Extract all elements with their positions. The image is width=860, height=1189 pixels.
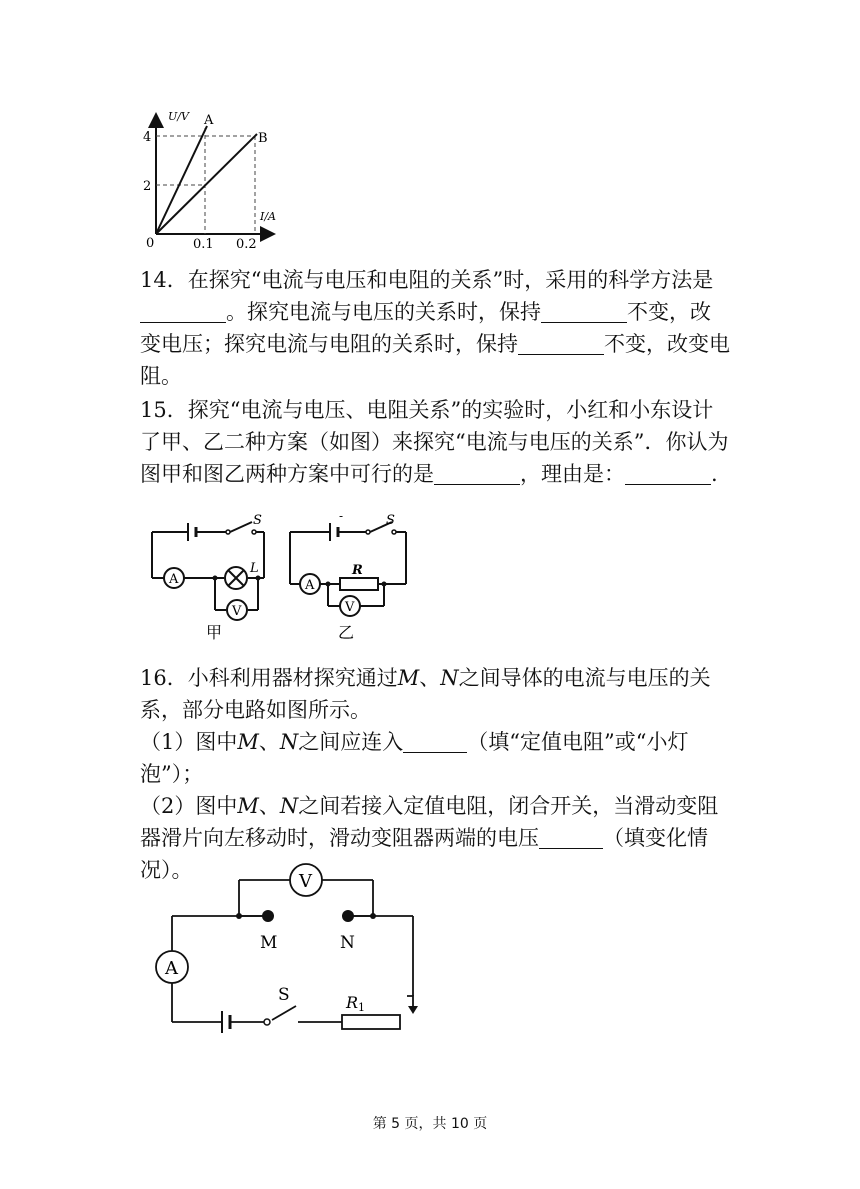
line-a-label: A [204, 113, 214, 128]
q16-part1-a: （1）图中 [140, 730, 238, 754]
q16-part1-m: M [237, 730, 259, 754]
q15-answer-blank-1[interactable] [434, 464, 520, 485]
y-axis-label: U/V [168, 110, 189, 123]
q14-text-3: 不变，改变电压；探究电流与电阻的关系时，保持 [140, 300, 711, 356]
q16-part1-c: （填“定值电阻”或“小灯泡”）； [140, 730, 689, 786]
q15-text-3: . [711, 462, 718, 486]
question-14 [140, 264, 730, 392]
switch-label: S [253, 513, 262, 528]
rheostat-icon [342, 1015, 400, 1029]
q16-part1-b: 之间应连入 [298, 730, 404, 754]
junction-dot [382, 582, 387, 587]
q16-part2-sep: 、 [258, 794, 280, 818]
q16-sep: 、 [419, 666, 441, 690]
q16-part2-b: 之间若接入定值电阻，闭合开关，当滑动变阻器滑片向左移动时，滑动变阻器两端的电压 [140, 794, 719, 850]
q14-text-1: 14．在探究“电流与电压和电阻的关系”时，采用的科学方法是 [140, 268, 714, 292]
ammeter-label: A [165, 958, 178, 979]
line-b-label: B [258, 131, 268, 146]
battery-minus: - [339, 510, 344, 523]
switch-lever [272, 1006, 296, 1020]
x-axis-label: I/A [260, 210, 276, 223]
resistor-label: R [352, 563, 363, 578]
circuit-yi [282, 510, 414, 642]
junction-dot [213, 576, 218, 581]
q16-part1-n: N [279, 730, 299, 754]
terminal-m [262, 910, 274, 922]
ammeter-label: A [169, 572, 179, 587]
question-15 [140, 394, 730, 490]
junction-dot [256, 576, 261, 581]
q16-answer-blank-1[interactable] [403, 732, 467, 753]
x-tick-0-2: 0.2 [236, 237, 257, 250]
q16-part2-a: （2）图中 [140, 794, 238, 818]
voltmeter-label: V [345, 600, 355, 615]
u-i-graph [140, 108, 280, 250]
voltmeter-label: V [299, 871, 312, 892]
terminal-n [342, 910, 354, 922]
page-footer: 第 5 页，共 10 页 [372, 1116, 488, 1132]
switch-label: S [278, 985, 290, 1005]
q16-part2-m: M [237, 794, 259, 818]
question-16 [140, 662, 730, 886]
line-b [156, 134, 257, 234]
q16-part2-c: （填变化情况）。 [140, 826, 708, 882]
q14-text-2: 。探究电流与电压的关系时，保持 [226, 300, 541, 324]
q16-n: N [440, 666, 459, 690]
q15-text-1: 15．探究“电流与电压、电阻关系”的实验时，小红和小东设计了甲、乙二种方案（如图）来探究“电流与电压的关系”．你认为图甲和图乙两种方案中可行的是 [140, 398, 729, 486]
caption-yi: 乙 [338, 623, 355, 642]
junction-dot [236, 913, 242, 919]
ammeter-label: A [305, 578, 315, 593]
q15-text-2: ，理由是： [520, 462, 625, 486]
rheostat-label: R1 [346, 993, 366, 1014]
q16-part2-n: N [279, 794, 299, 818]
q16-text-1b: 之间导体的电流与电压的关系，部分电路如图所示。 [140, 666, 711, 722]
q16-part1-sep: 、 [258, 730, 280, 754]
q16-text-1a: 16．小科利用器材探究通过 [140, 666, 398, 690]
junction-dot [370, 913, 376, 919]
q14-answer-blank-2[interactable] [541, 302, 627, 323]
q16-answer-blank-2[interactable] [539, 828, 603, 849]
switch-lever [230, 522, 252, 532]
terminal-n-label: N [340, 933, 355, 953]
circuit-q16 [148, 858, 418, 1040]
q15-answer-blank-2[interactable] [625, 464, 711, 485]
caption-jia: 甲 [206, 623, 223, 642]
terminal-m-label: M [260, 933, 278, 953]
q16-m: M [397, 666, 420, 690]
voltmeter-label: V [232, 604, 242, 619]
q14-answer-blank-3[interactable] [518, 334, 604, 355]
y-tick-4: 4 [143, 130, 152, 145]
q14-answer-blank-1[interactable] [140, 302, 226, 323]
junction-dot [326, 582, 331, 587]
lamp-label: L [250, 561, 259, 576]
switch-label: S [386, 513, 395, 528]
origin-label: 0 [146, 236, 155, 250]
resistor-icon [340, 578, 378, 590]
x-tick-0-1: 0.1 [193, 237, 214, 250]
q14-text-4: 不变，改变电阻。 [140, 332, 730, 388]
circuit-jia [140, 510, 280, 642]
line-a [156, 126, 207, 234]
y-tick-2: 2 [143, 179, 152, 194]
